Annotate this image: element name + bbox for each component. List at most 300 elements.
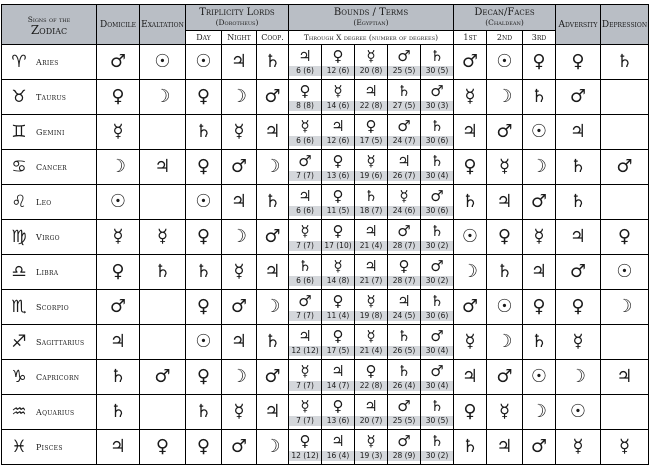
coop-ruler-planet-icon: ♂ xyxy=(257,80,289,115)
bound-degrees: 19 (8) xyxy=(355,311,387,321)
bound-planet-icon: ♃ xyxy=(298,47,312,65)
day-ruler-planet-icon: ☉ xyxy=(186,325,222,360)
bound-planet-icon: ♀ xyxy=(365,362,377,380)
coop-ruler-planet-icon: ☽ xyxy=(257,430,289,465)
coop-ruler-planet-icon: ♂ xyxy=(257,360,289,395)
bound-degrees: 30 (6) xyxy=(421,311,453,321)
bound-degrees: 18 (7) xyxy=(355,206,387,216)
bound-degrees: 17 (10) xyxy=(322,241,354,251)
bound-degrees: 24 (6) xyxy=(388,206,420,216)
sign-cell xyxy=(2,185,97,220)
day-ruler-planet-icon: ☉ xyxy=(186,185,222,220)
decan-planet-icon: ☿ xyxy=(523,220,556,255)
bound-degrees: 6 (6) xyxy=(289,206,321,216)
bound-degrees: 20 (7) xyxy=(355,416,387,426)
bound-cell xyxy=(322,325,355,360)
coop-ruler-planet-icon: ☽ xyxy=(257,150,289,185)
adversity-planet-icon: ♀ xyxy=(556,45,601,80)
signs-header xyxy=(2,5,97,45)
bound-planet-icon: ♃ xyxy=(298,187,312,205)
bound-cell xyxy=(421,220,454,255)
depression-planet-icon: ♄ xyxy=(601,45,649,80)
domicile-planet-icon: ♂ xyxy=(97,45,140,80)
bound-cell xyxy=(322,150,355,185)
exaltation-header: Exaltation xyxy=(140,5,186,45)
bound-planet-icon: ☿ xyxy=(300,222,310,240)
zodiac-sign-icon: ♈ xyxy=(11,52,27,72)
bound-cell xyxy=(355,430,388,465)
bound-planet-icon: ♃ xyxy=(397,292,411,310)
exaltation-planet-icon xyxy=(140,115,186,150)
exaltation-planet-icon: ♂ xyxy=(140,360,186,395)
depression-planet-icon xyxy=(601,325,649,360)
bound-planet-icon: ♀ xyxy=(332,187,344,205)
depression-planet-icon xyxy=(601,80,649,115)
bound-cell xyxy=(289,325,322,360)
bound-degrees: 13 (6) xyxy=(322,171,354,181)
bound-planet-icon: ☿ xyxy=(333,257,343,275)
zodiac-sign-icon: ♊ xyxy=(11,122,27,142)
sign-name: Pisces xyxy=(36,442,63,452)
bound-planet-icon: ♂ xyxy=(430,257,444,275)
domicile-planet-icon: ♄ xyxy=(97,360,140,395)
night-ruler-planet-icon: ☿ xyxy=(222,255,257,290)
bound-degrees: 14 (6) xyxy=(322,101,354,111)
decan-planet-icon: ☽ xyxy=(454,255,487,290)
adversity-planet-icon: ♂ xyxy=(556,80,601,115)
adversity-header: Adversity xyxy=(556,5,601,45)
bound-cell xyxy=(322,430,355,465)
domicile-planet-icon: ♃ xyxy=(97,325,140,360)
decan-planet-icon: ☽ xyxy=(487,325,523,360)
bound-cell xyxy=(322,80,355,115)
bound-planet-icon: ♄ xyxy=(430,152,444,170)
bound-degrees: 12 (12) xyxy=(289,346,321,356)
domicile-planet-icon: ☿ xyxy=(97,115,140,150)
bound-cell xyxy=(388,80,421,115)
bound-degrees: 7 (7) xyxy=(289,416,321,426)
table-row xyxy=(2,290,649,325)
zodiac-sign-icon: ♎ xyxy=(11,262,27,282)
bound-degrees: 24 (5) xyxy=(388,311,420,321)
depression-planet-icon xyxy=(601,115,649,150)
bound-planet-icon: ☿ xyxy=(300,362,310,380)
bound-cell xyxy=(421,395,454,430)
bound-cell xyxy=(421,185,454,220)
signs-header-bottom: Zodiac xyxy=(30,22,68,37)
depression-planet-icon xyxy=(601,185,649,220)
bound-cell xyxy=(421,80,454,115)
zodiac-sign-icon: ♐ xyxy=(11,332,27,352)
decan-planet-icon: ♀ xyxy=(523,290,556,325)
bound-cell xyxy=(355,185,388,220)
bound-degrees: 19 (6) xyxy=(355,171,387,181)
depression-planet-icon: ♃ xyxy=(601,360,649,395)
night-ruler-planet-icon: ♃ xyxy=(222,325,257,360)
decan-planet-icon: ☿ xyxy=(487,395,523,430)
second-decan-header: 2nd xyxy=(487,31,523,45)
triplicity-title: Triplicity Lords xyxy=(199,6,275,18)
bound-cell xyxy=(289,80,322,115)
bound-planet-icon: ♃ xyxy=(364,222,378,240)
decan-planet-icon: ♃ xyxy=(487,430,523,465)
bound-cell xyxy=(421,290,454,325)
depression-planet-icon: ♂ xyxy=(601,150,649,185)
bound-cell xyxy=(289,45,322,80)
bound-cell xyxy=(289,185,322,220)
night-ruler-planet-icon: ♃ xyxy=(222,185,257,220)
zodiac-sign-icon: ♓ xyxy=(11,437,27,457)
exaltation-planet-icon: ☿ xyxy=(140,220,186,255)
day-ruler-planet-icon: ♀ xyxy=(186,220,222,255)
domicile-planet-icon: ♀ xyxy=(97,255,140,290)
day-ruler-planet-icon: ☉ xyxy=(186,45,222,80)
domicile-planet-icon: ☽ xyxy=(97,150,140,185)
bound-planet-icon: ♀ xyxy=(332,152,344,170)
bound-planet-icon: ♄ xyxy=(430,117,444,135)
table-row xyxy=(2,430,649,465)
bound-cell xyxy=(355,360,388,395)
domicile-planet-icon: ♄ xyxy=(97,395,140,430)
bound-planet-icon: ♃ xyxy=(364,82,378,100)
table-body xyxy=(2,45,649,465)
triplicity-header xyxy=(186,5,289,31)
signs-header-top: Signs of the xyxy=(27,14,71,24)
bound-planet-icon: ♂ xyxy=(430,187,444,205)
bound-planet-icon: ♂ xyxy=(430,327,444,345)
coop-ruler-planet-icon: ☽ xyxy=(257,290,289,325)
bound-degrees: 7 (7) xyxy=(289,311,321,321)
bound-planet-icon: ♂ xyxy=(397,222,411,240)
bound-degrees: 30 (6) xyxy=(421,206,453,216)
bound-planet-icon: ♂ xyxy=(430,362,444,380)
decan-planet-icon: ☉ xyxy=(523,115,556,150)
bound-degrees: 28 (9) xyxy=(388,451,420,461)
bound-degrees: 6 (6) xyxy=(289,66,321,76)
exaltation-planet-icon xyxy=(140,395,186,430)
decan-planet-icon: ☽ xyxy=(523,150,556,185)
exaltation-planet-icon xyxy=(140,325,186,360)
bound-planet-icon: ♀ xyxy=(365,117,377,135)
bound-degrees: 11 (4) xyxy=(322,311,354,321)
bound-planet-icon: ♂ xyxy=(397,47,411,65)
night-ruler-planet-icon: ☽ xyxy=(222,80,257,115)
decan-planet-icon: ☉ xyxy=(523,360,556,395)
decan-planet-icon: ♃ xyxy=(454,115,487,150)
exaltation-planet-icon: ♄ xyxy=(140,255,186,290)
bound-cell xyxy=(322,220,355,255)
bound-planet-icon: ♃ xyxy=(298,327,312,345)
decan-title: Decan/Faces xyxy=(474,6,535,18)
bound-degrees: 30 (4) xyxy=(421,381,453,391)
domicile-planet-icon: ☉ xyxy=(97,185,140,220)
bound-degrees: 30 (5) xyxy=(421,66,453,76)
bound-cell xyxy=(388,150,421,185)
table-row xyxy=(2,360,649,395)
bound-degrees: 30 (3) xyxy=(421,101,453,111)
adversity-planet-icon: ♄ xyxy=(556,150,601,185)
bound-planet-icon: ♄ xyxy=(430,432,444,450)
decan-planet-icon: ♀ xyxy=(523,45,556,80)
sign-name: Cancer xyxy=(36,162,67,172)
sign-cell xyxy=(2,395,97,430)
bound-planet-icon: ♀ xyxy=(332,292,344,310)
bound-degrees: 7 (7) xyxy=(289,381,321,391)
bound-cell xyxy=(289,430,322,465)
bound-planet-icon: ♀ xyxy=(299,432,311,450)
day-ruler-planet-icon: ♀ xyxy=(186,150,222,185)
bound-planet-icon: ♄ xyxy=(397,82,411,100)
domicile-planet-icon: ♀ xyxy=(97,80,140,115)
domicile-planet-icon: ☿ xyxy=(97,220,140,255)
bound-degrees: 30 (4) xyxy=(421,346,453,356)
bound-cell xyxy=(421,325,454,360)
bound-planet-icon: ☿ xyxy=(300,117,310,135)
bound-planet-icon: ♀ xyxy=(398,257,410,275)
sign-cell xyxy=(2,255,97,290)
bound-planet-icon: ☿ xyxy=(366,152,376,170)
night-ruler-planet-icon: ♂ xyxy=(222,290,257,325)
decan-planet-icon: ♀ xyxy=(454,150,487,185)
bound-cell xyxy=(289,220,322,255)
sign-name: Scorpio xyxy=(36,302,69,312)
bound-planet-icon: ♄ xyxy=(397,327,411,345)
bound-planet-icon: ☿ xyxy=(333,82,343,100)
exaltation-planet-icon: ☽ xyxy=(140,80,186,115)
decan-subtitle: (Chaldean) xyxy=(485,17,524,27)
exaltation-planet-icon xyxy=(140,185,186,220)
third-decan-header: 3rd xyxy=(523,31,556,45)
bound-planet-icon: ♄ xyxy=(397,362,411,380)
bound-planet-icon: ♀ xyxy=(332,397,344,415)
sign-cell xyxy=(2,45,97,80)
bounds-note-header: Through X degree (number of degrees) xyxy=(289,31,454,45)
bound-degrees: 26 (4) xyxy=(388,381,420,391)
bound-planet-icon: ☿ xyxy=(366,327,376,345)
bound-cell xyxy=(322,290,355,325)
depression-planet-icon: ☽ xyxy=(601,290,649,325)
bound-degrees: 20 (8) xyxy=(355,66,387,76)
decan-planet-icon: ☽ xyxy=(487,80,523,115)
bound-planet-icon: ♂ xyxy=(298,292,312,310)
coop-ruler-planet-icon: ♄ xyxy=(257,325,289,360)
bound-degrees: 19 (3) xyxy=(355,451,387,461)
night-ruler-planet-icon: ♂ xyxy=(222,150,257,185)
bound-cell xyxy=(388,290,421,325)
bound-degrees: 30 (2) xyxy=(421,276,453,286)
table-row xyxy=(2,115,649,150)
bound-degrees: 22 (8) xyxy=(355,101,387,111)
bound-degrees: 30 (2) xyxy=(421,241,453,251)
bound-cell xyxy=(388,45,421,80)
table-row xyxy=(2,220,649,255)
bound-degrees: 12 (6) xyxy=(322,136,354,146)
bound-cell xyxy=(355,150,388,185)
decan-planet-icon: ♂ xyxy=(454,45,487,80)
bound-cell xyxy=(388,115,421,150)
sign-cell xyxy=(2,360,97,395)
table-row xyxy=(2,80,649,115)
depression-header: Depression xyxy=(601,5,649,45)
decan-planet-icon: ♂ xyxy=(487,115,523,150)
bound-cell xyxy=(421,360,454,395)
bound-degrees: 7 (7) xyxy=(289,171,321,181)
decan-planet-icon: ♄ xyxy=(487,255,523,290)
bound-cell xyxy=(355,45,388,80)
day-ruler-planet-icon: ♀ xyxy=(186,290,222,325)
decan-planet-icon: ☉ xyxy=(487,290,523,325)
bound-cell xyxy=(421,150,454,185)
bound-degrees: 26 (7) xyxy=(388,171,420,181)
coop-ruler-planet-icon: ♃ xyxy=(257,115,289,150)
sign-name: Taurus xyxy=(36,92,67,102)
sign-name: Sagittarius xyxy=(36,337,85,347)
bound-cell xyxy=(322,255,355,290)
decan-planet-icon: ☿ xyxy=(487,150,523,185)
bound-planet-icon: ♄ xyxy=(430,292,444,310)
night-ruler-planet-icon: ☿ xyxy=(222,395,257,430)
sign-cell xyxy=(2,80,97,115)
bound-degrees: 25 (5) xyxy=(388,66,420,76)
decan-planet-icon: ☿ xyxy=(454,325,487,360)
sign-name: Aries xyxy=(36,57,59,67)
night-ruler-planet-icon: ☽ xyxy=(222,220,257,255)
bound-degrees: 8 (8) xyxy=(289,101,321,111)
day-ruler-planet-icon: ♄ xyxy=(186,115,222,150)
bound-planet-icon: ☿ xyxy=(366,432,376,450)
bound-cell xyxy=(322,185,355,220)
bound-cell xyxy=(322,360,355,395)
sign-name: Aquarius xyxy=(36,407,75,417)
bound-cell xyxy=(388,325,421,360)
adversity-planet-icon: ☉ xyxy=(556,395,601,430)
domicile-planet-icon: ♂ xyxy=(97,290,140,325)
table-row xyxy=(2,45,649,80)
decan-planet-icon: ☽ xyxy=(523,395,556,430)
zodiac-sign-icon: ♌ xyxy=(11,192,27,212)
coop-ruler-planet-icon: ♃ xyxy=(257,255,289,290)
bound-cell xyxy=(388,395,421,430)
bound-degrees: 17 (5) xyxy=(355,136,387,146)
bound-degrees: 27 (5) xyxy=(388,101,420,111)
depression-planet-icon xyxy=(601,395,649,430)
adversity-planet-icon: ☿ xyxy=(556,430,601,465)
bound-planet-icon: ♀ xyxy=(332,47,344,65)
coop-ruler-planet-icon: ♄ xyxy=(257,45,289,80)
bound-planet-icon: ♃ xyxy=(331,117,345,135)
decan-planet-icon: ♀ xyxy=(487,220,523,255)
bound-degrees: 21 (4) xyxy=(355,346,387,356)
bound-cell xyxy=(388,185,421,220)
bound-cell xyxy=(421,115,454,150)
decan-planet-icon: ♂ xyxy=(523,430,556,465)
decan-planet-icon: ♄ xyxy=(523,80,556,115)
adversity-planet-icon: ♄ xyxy=(556,185,601,220)
bound-planet-icon: ♄ xyxy=(430,397,444,415)
bound-degrees: 21 (7) xyxy=(355,276,387,286)
bound-degrees: 12 (12) xyxy=(289,451,321,461)
adversity-planet-icon: ♂ xyxy=(556,255,601,290)
bound-planet-icon: ♄ xyxy=(430,47,444,65)
bound-degrees: 11 (5) xyxy=(322,206,354,216)
bound-degrees: 24 (7) xyxy=(388,136,420,146)
bound-cell xyxy=(388,360,421,395)
night-header: Night xyxy=(222,31,257,45)
bounds-header xyxy=(289,5,454,31)
bound-planet-icon: ♄ xyxy=(298,257,312,275)
sign-cell xyxy=(2,290,97,325)
domicile-planet-icon: ♃ xyxy=(97,430,140,465)
bound-planet-icon: ♃ xyxy=(397,152,411,170)
adversity-planet-icon: ☿ xyxy=(556,325,601,360)
table-row xyxy=(2,150,649,185)
decan-planet-icon: ♀ xyxy=(454,395,487,430)
bound-degrees: 14 (8) xyxy=(322,276,354,286)
zodiac-sign-icon: ♑ xyxy=(11,367,27,387)
sign-name: Leo xyxy=(36,197,52,207)
bound-planet-icon: ♂ xyxy=(397,117,411,135)
bound-degrees: 28 (7) xyxy=(388,241,420,251)
exaltation-planet-icon: ♀ xyxy=(140,430,186,465)
bound-planet-icon: ♃ xyxy=(331,362,345,380)
bound-degrees: 6 (6) xyxy=(289,276,321,286)
sign-cell xyxy=(2,150,97,185)
bound-cell xyxy=(388,430,421,465)
bound-cell xyxy=(421,430,454,465)
bound-cell xyxy=(421,45,454,80)
zodiac-sign-icon: ♏ xyxy=(11,297,27,317)
sign-name: Virgo xyxy=(36,232,60,242)
bound-planet-icon: ♃ xyxy=(364,257,378,275)
zodiac-sign-icon: ♉ xyxy=(11,87,27,107)
decan-planet-icon: ♃ xyxy=(523,255,556,290)
bound-planet-icon: ♂ xyxy=(430,82,444,100)
decan-planet-icon: ♂ xyxy=(523,185,556,220)
exaltation-planet-icon xyxy=(140,290,186,325)
table-row xyxy=(2,255,649,290)
bound-cell xyxy=(289,255,322,290)
bound-degrees: 16 (4) xyxy=(322,451,354,461)
bound-planet-icon: ☿ xyxy=(366,292,376,310)
decan-planet-icon: ♄ xyxy=(523,325,556,360)
bound-cell xyxy=(322,45,355,80)
decan-planet-icon: ♄ xyxy=(454,185,487,220)
bounds-subtitle: (Egyptian) xyxy=(353,17,389,27)
bound-cell xyxy=(322,395,355,430)
bound-degrees: 6 (6) xyxy=(289,136,321,146)
coop-ruler-planet-icon: ♃ xyxy=(257,395,289,430)
sign-name: Libra xyxy=(36,267,59,277)
bound-planet-icon: ♃ xyxy=(331,432,345,450)
adversity-planet-icon: ☽ xyxy=(556,360,601,395)
bound-degrees: 30 (5) xyxy=(421,416,453,426)
first-decan-header: 1st xyxy=(454,31,487,45)
bound-cell xyxy=(355,255,388,290)
day-ruler-planet-icon: ♀ xyxy=(186,360,222,395)
bounds-title: Bounds / Terms xyxy=(333,6,409,18)
bound-cell xyxy=(355,325,388,360)
bound-cell xyxy=(355,220,388,255)
zodiac-sign-icon: ♋ xyxy=(11,157,27,177)
table-row xyxy=(2,395,649,430)
essential-dignities-table xyxy=(1,4,649,465)
sign-cell xyxy=(2,430,97,465)
night-ruler-planet-icon: ♃ xyxy=(222,45,257,80)
bound-planet-icon: ♄ xyxy=(430,222,444,240)
sign-name: Gemini xyxy=(36,127,65,137)
bound-cell xyxy=(289,115,322,150)
depression-planet-icon: ♀ xyxy=(601,220,649,255)
